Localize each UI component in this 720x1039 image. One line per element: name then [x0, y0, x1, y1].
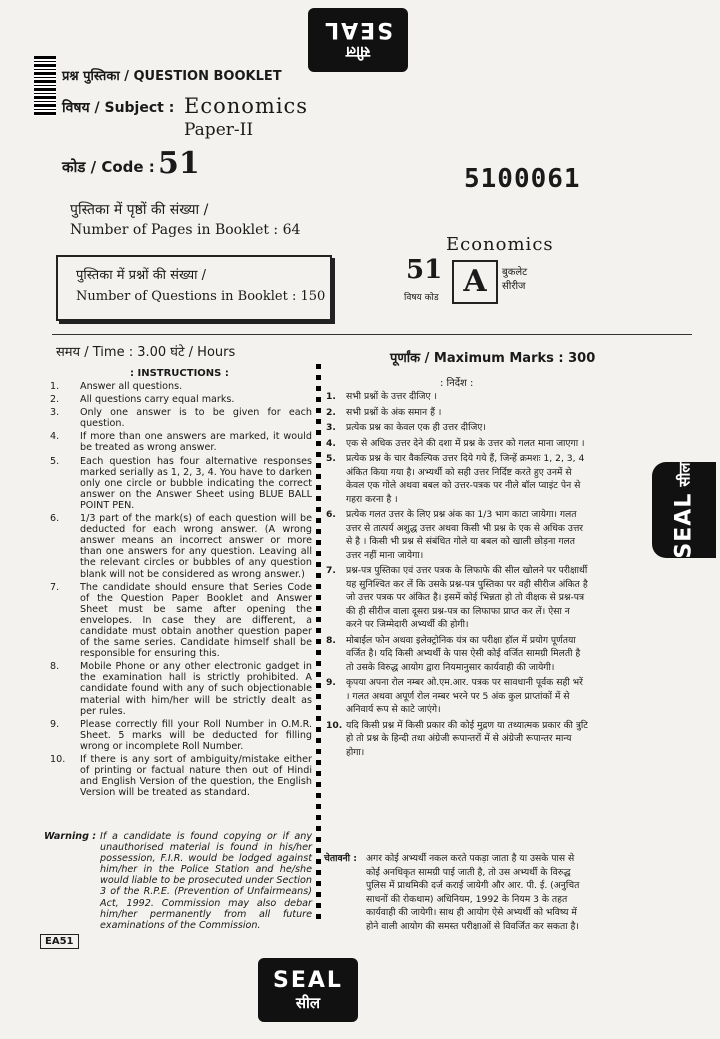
seal-stamp-bottom [258, 958, 358, 1022]
warning-english [44, 831, 312, 931]
questions-box [56, 255, 332, 321]
instruction-number: 3. [50, 407, 60, 419]
instruction-item [50, 582, 312, 660]
instruction-item [50, 381, 312, 392]
instruction-number: 5. [326, 453, 336, 464]
instruction-number: 1. [50, 381, 60, 392]
instruction-text: मोबाईल फोन अथवा इलेक्ट्रोनिक यंत्र का परीक्षा हॉल में प्रयोग पूर्णतया वर्जित है। यदि किसी अभ्यर्थी के पास ऐसी कोई वर्जित सामग्री मिलती है तो उसके विरुद्ध आयोग द्वारा नियमानुसार कार्यवाही की जायेगी। [346, 634, 581, 673]
instruction-number: 9. [326, 677, 336, 688]
instruction-number: 10. [50, 754, 66, 765]
instruction-text: कृपया अपना रोल नम्बर ओ.एम.आर. पत्रक पर सावधानी पूर्वक सही भरें । गलत अथवा अपूर्ण रोल नम्बर भरने पर 5 अंक कुल प्राप्तांकों में से अनिवार्य रूप से काटे जाएंगे। [346, 677, 583, 715]
code-value: 51 [158, 146, 200, 181]
instructions-hindi [326, 390, 588, 761]
instruction-text: प्रश्न-पत्र पुस्तिका एवं उत्तर पत्रक के लिफाफे की सील खोलने पर परीक्षार्थी यह सुनिश्चित कर लें कि उसके प्रश्न-पत्र पुस्तिका पर वही सीरीज अंकित है जो उत्तर पत्रक पर अंकित है। इसमें कोई भिन्नता हो तो वीक्षक से प्रश्न-पत्र की ही सीरीज वाला दूसरा प्रश्न-पत्र का लिफाफा प्राप्त कर लें। ऐसा न करने पर जिम्मेदारी अभ्यर्थी की होगी। [346, 565, 588, 630]
instruction-text: Please correctly fill your Roll Number in O.M.R. Sheet. 5 marks will be deducted for filling wrong or incomplete Roll Number. [80, 718, 312, 752]
instruction-number: 5. [50, 455, 60, 467]
serial-number: 5100061 [464, 164, 581, 194]
instruction-item [326, 508, 588, 562]
instruction-text: Mobile Phone or any other electronic gadget in the examination hall is strictly prohibited. A candidate found with any of such objectionable material with him/her will be strictly dealt as per rules. [80, 661, 312, 717]
seal-stamp-side [652, 462, 716, 558]
instruction-item [50, 407, 312, 429]
instruction-number: 8. [50, 661, 60, 673]
pages-count: Number of Pages in Booklet : 64 [70, 222, 301, 238]
booklet-series-box [452, 260, 498, 304]
instruction-number: 10. [326, 719, 343, 731]
subject-code-label: विषय कोड [404, 293, 439, 303]
instruction-text: प्रत्येक प्रश्न के चार वैकल्पिक उत्तर दिये गये हैं, जिन्हें क्रमशः 1, 2, 3, 4 अंकित किया गया है। अभ्यर्थी को सही उत्तर निर्दिष्ट करते हुए उनमें से केवल एक गोले अथवा बबल को उत्तर-पत्रक पर नीले बॉल प्वाइंट पेन से गहरा करना है । [346, 453, 585, 505]
seal-stamp-top [308, 8, 408, 72]
booklet-series-letter: A [463, 264, 487, 299]
instruction-item [326, 564, 588, 632]
booklet-series-label: बुकलेट सीरीज [502, 267, 528, 292]
instruction-item [326, 452, 588, 506]
questions-label-hindi: पुस्तिका में प्रश्नों की संख्या / [76, 268, 206, 283]
warning-hindi [324, 852, 588, 933]
seal-side-hindi: सील [675, 461, 693, 487]
instruction-number: 7. [50, 581, 60, 593]
instruction-text: यदि किसी प्रश्न में किसी प्रकार की कोई मुद्रण या तथ्यात्मक प्रकार की त्रुटि हो तो प्रश्न के हिन्दी तथा अंग्रेजी रूपान्तरों में से अंग्रेजी रूपान्तर मान्य होगा। [346, 719, 588, 758]
instruction-number: 8. [326, 634, 336, 646]
instructions-english [50, 381, 312, 800]
time-info: समय / Time : 3.00 घंटे / Hours [56, 345, 236, 360]
pages-label-hindi: पुस्तिका में पृष्ठों की संख्या / [70, 202, 209, 218]
seal-bottom-hindi: सील [295, 993, 321, 1012]
code-label: कोड / Code : [62, 158, 155, 176]
time-marks-rule [52, 334, 692, 335]
instruction-item [326, 719, 588, 760]
footer-code: EA51 [40, 934, 79, 949]
booklet-label: प्रश्न पुस्तिका / QUESTION BOOKLET [62, 69, 282, 84]
instruction-item [50, 754, 312, 798]
instruction-number: 2. [326, 406, 336, 418]
instructions-heading-hi: : निर्देश : [440, 378, 474, 389]
instruction-number: 1. [326, 391, 336, 402]
instruction-text: सभी प्रश्नों के अंक समान हैं । [346, 406, 442, 418]
questions-count: Number of Questions in Booklet : 150 [76, 289, 326, 304]
instruction-text: Only one answer is to be given for each question. [80, 407, 312, 430]
instruction-item [326, 437, 588, 451]
instruction-text: 1/3 part of the mark(s) of each question will be deducted for each wrong answer. (A wrong answer means an incorrect answer or more than one answers for any question. Leaving all the relevant circles or bubbles of any question blank will not be considered as wrong answer.) [80, 513, 312, 580]
instruction-item [326, 676, 588, 717]
warning-label-hi: चेतावनी : [324, 853, 357, 864]
instruction-text: सभी प्रश्नों के उत्तर दीजिए । [346, 391, 437, 402]
subject-value: Economics [184, 94, 309, 118]
instruction-item [326, 406, 588, 420]
instruction-text: एक से अधिक उत्तर देने की दशा में प्रश्न के उत्तर को गलत माना जाएगा । [346, 437, 585, 449]
instruction-item [50, 661, 312, 716]
instructions-heading-en: : INSTRUCTIONS : [130, 368, 229, 379]
instruction-item [326, 634, 588, 675]
paper-label: Paper-II [184, 120, 254, 140]
instruction-text: If more than one answers are marked, it would be treated as wrong answer. [80, 431, 312, 454]
instruction-number: 6. [50, 513, 60, 525]
instruction-item [326, 390, 588, 404]
instruction-number: 9. [50, 718, 60, 730]
instruction-text: If there is any sort of ambiguity/mistake either of printing or factual nature then out of Hindi and English Version of the question, the English Version will be treated as standard. [80, 754, 312, 799]
instruction-number: 2. [50, 394, 60, 406]
warning-text-en: If a candidate is found copying or if any unauthorised material is found in his/her possession, F.I.R. would be lodged against him/her in the Police Station and he/she would liable to be prosecuted under Section 3 of the R.P.E. (Prevention of Unfairmeans) Act, 1992. Commission may also debar him/her permanently from all future examinations of the Commission. [100, 831, 312, 931]
instruction-number: 4. [50, 431, 60, 443]
max-marks: पूर्णांक / Maximum Marks : 300 [390, 351, 596, 366]
seal-top-english: SEAL [323, 17, 393, 43]
instruction-item [50, 394, 312, 405]
seal-bottom-english: SEAL [273, 967, 343, 993]
instruction-item [50, 719, 312, 752]
subject-label: विषय / Subject : [62, 100, 175, 116]
instruction-number: 7. [326, 565, 336, 576]
instruction-text: प्रत्येक गलत उत्तर के लिए प्रश्न अंक का 1/3 भाग काटा जायेगा। गलत उत्तर से तात्पर्य अशुद्ध उत्तर अथवा किसी भी प्रश्न के एक से अधिक उत्तर से है । किसी भी प्रश्न से संबंधित गोले या बबल को खाली छोड़ना गलत उत्तर नहीं माना जायेगा। [346, 509, 584, 561]
instruction-item [50, 513, 312, 580]
instruction-number: 4. [326, 437, 336, 449]
instruction-item [50, 431, 312, 453]
barcode-strip [34, 56, 56, 116]
seal-top-hindi: सील [345, 43, 371, 62]
warning-text-hi: अगर कोई अभ्यर्थी नकल करते पकड़ा जाता है या उसके पास से कोई अनधिकृत सामग्री पाई जाती है, तो उस अभ्यर्थी के विरुद्ध पुलिस में प्राथमिकी दर्ज कराई जायेगी और आर. पी. ई. (अनुचित साधनों की रोकथाम) अधिनियम, 1992 के नियम 3 के तहत कार्यवाही की जायेगी। साथ ही आयोग ऐसे अभ्यर्थी को भविष्य में होने वाली आयोग की समस्त परीक्षाओं से विवर्जित कर सकता है। [366, 853, 580, 932]
subject-handwritten: Economics [446, 234, 554, 255]
instruction-number: 3. [326, 422, 336, 433]
instruction-text: The candidate should ensure that Series Code of the Question Paper Booklet and Answer Sheet must be same after opening the envelopes. In case they are different, a candidate must obtain another question paper of the same series. Candidate himself shall be responsible for ensuring this. [80, 581, 312, 660]
warning-label-en: Warning : [44, 831, 97, 842]
subject-code-number: 51 [406, 255, 443, 285]
instruction-text: Answer all questions. [80, 381, 183, 392]
instruction-item [326, 421, 588, 435]
instruction-text: Each question has four alternative responses marked serially as 1, 2, 3, 4. You have to darken only one circle or bubble indicating the correct answer on the Answer Sheet using BLUE BALL POINT PEN. [80, 455, 312, 511]
instruction-text: All questions carry equal marks. [80, 394, 235, 406]
column-divider [316, 364, 321, 924]
instruction-text: प्रत्येक प्रश्न का केवल एक ही उत्तर दीजिए। [346, 422, 486, 433]
instruction-number: 6. [326, 509, 336, 520]
seal-side-english: SEAL [671, 492, 697, 559]
instruction-item [50, 456, 312, 511]
